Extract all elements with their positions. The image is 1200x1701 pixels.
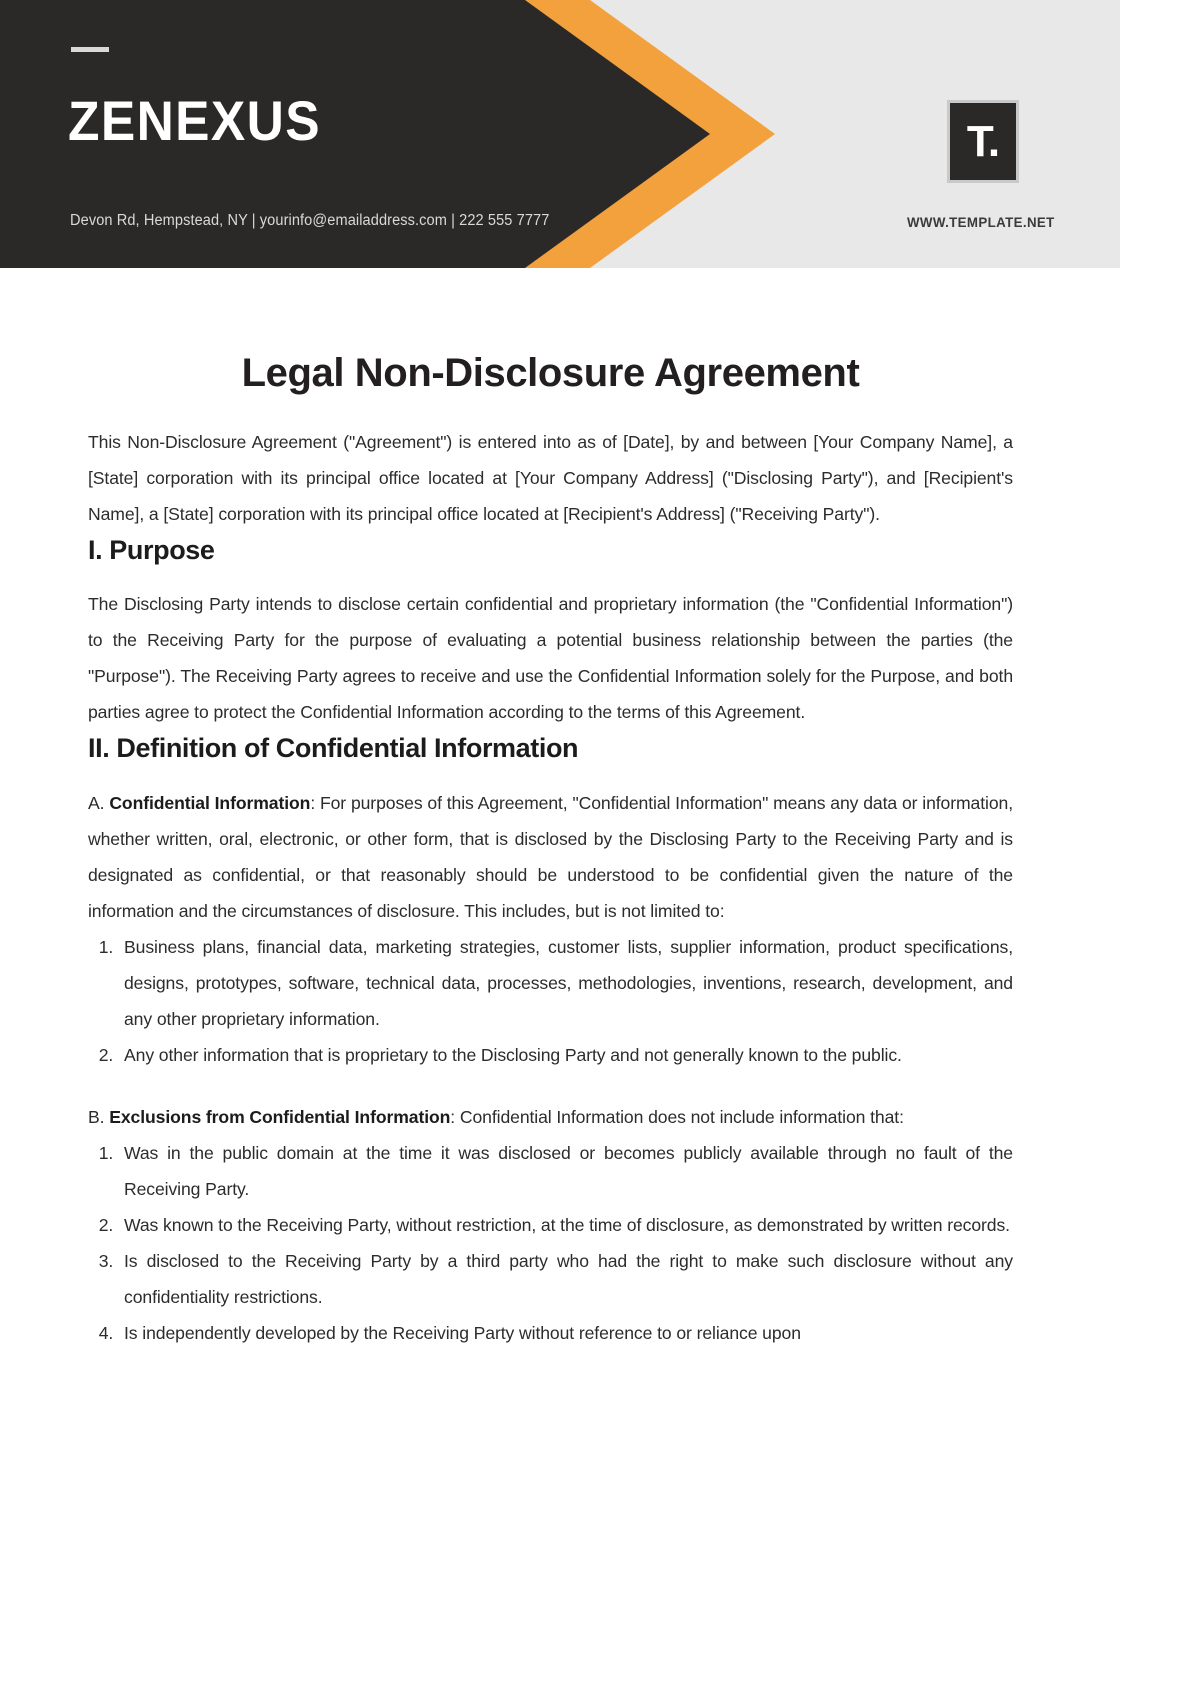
list-item: 1. Business plans, financial data, marketing strategies, customer lists, supplier information, product specifications, designs, prototypes, software, technical data, processes, methodologies, inventions, research, development, and any other proprietary information. [118, 929, 1013, 1037]
brand-name: ZENEXUS [68, 89, 321, 152]
list-item: 1. Was in the public domain at the time it was disclosed or becomes publicly available through no fault of the Receiving Party. [118, 1135, 1013, 1207]
list-item: 4. Is independently developed by the Receiving Party without reference to or reliance upon [118, 1315, 1013, 1351]
brand-dash-accent [71, 47, 109, 52]
brand-contact-line: Devon Rd, Hempstead, NY | yourinfo@emailaddress.com | 222 555 7777 [70, 212, 550, 229]
list-item: 3. Is disclosed to the Receiving Party by a third party who had the right to make such disclosure without any confidentiality restrictions. [118, 1243, 1013, 1315]
subsection-a-term: Confidential Information [109, 792, 311, 813]
list-item: 2. Was known to the Receiving Party, without restriction, at the time of disclosure, as demonstrated by written records. [118, 1207, 1013, 1243]
document-body [88, 350, 1013, 1351]
letterhead-header [0, 0, 1120, 268]
subsection-a-label: A. [88, 792, 105, 813]
section-spacer [88, 1073, 1013, 1099]
template-logo [947, 100, 1019, 183]
subsection-b-term: Exclusions from Confidential Information [109, 1106, 451, 1127]
subsection-a-list [88, 929, 1013, 1073]
intro-paragraph: This Non-Disclosure Agreement ("Agreement") is entered into as of [Date], by and between [Your Company Name], a [State] corporation with its principal office located at [Your Company Address] ("Disclosing Party"), and [Recipient's Name], a [State] corporation with its principal office located at [Recipient's Address] ("Receiving Party"). [88, 432, 1013, 524]
purpose-paragraph: The Disclosing Party intends to disclose certain confidential and proprietary information (the "Confidential Information") to the Receiving Party for the purpose of evaluating a potential business relationship between the parties (the "Purpose"). The Receiving Party agrees to receive and use the Confidential Information solely for the Purpose, and both parties agree to protect the Confidential Information according to the terms of this Agreement. [88, 594, 1013, 723]
logo-letter-icon: T. [966, 116, 1000, 166]
subsection-b-text: : Confidential Information does not include information that: [450, 1106, 904, 1127]
page-title: Legal Non-Disclosure Agreement [241, 351, 860, 395]
subsection-b-label: B. [88, 1106, 105, 1127]
website-url: WWW.TEMPLATE.NET [907, 214, 1055, 230]
subsection-a-paragraph [88, 785, 1013, 929]
section-heading-definition: II. Definition of Confidential Information [88, 733, 579, 764]
list-item: 2. Any other information that is proprietary to the Disclosing Party and not generally known to the public. [118, 1037, 1013, 1073]
subsection-b-list [88, 1135, 1013, 1351]
subsection-a-text: : For purposes of this Agreement, "Confidential Information" means any data or information, whether written, oral, electronic, or other form, that is disclosed by the Disclosing Party to the Receiving Party and is designated as confidential, or that reasonably should be understood to be confidential given the nature of the information and the circumstances of disclosure. This includes, but is not limited to: [88, 792, 1014, 921]
section-heading-purpose: I. Purpose [88, 535, 215, 565]
subsection-b-paragraph [88, 1099, 1013, 1135]
